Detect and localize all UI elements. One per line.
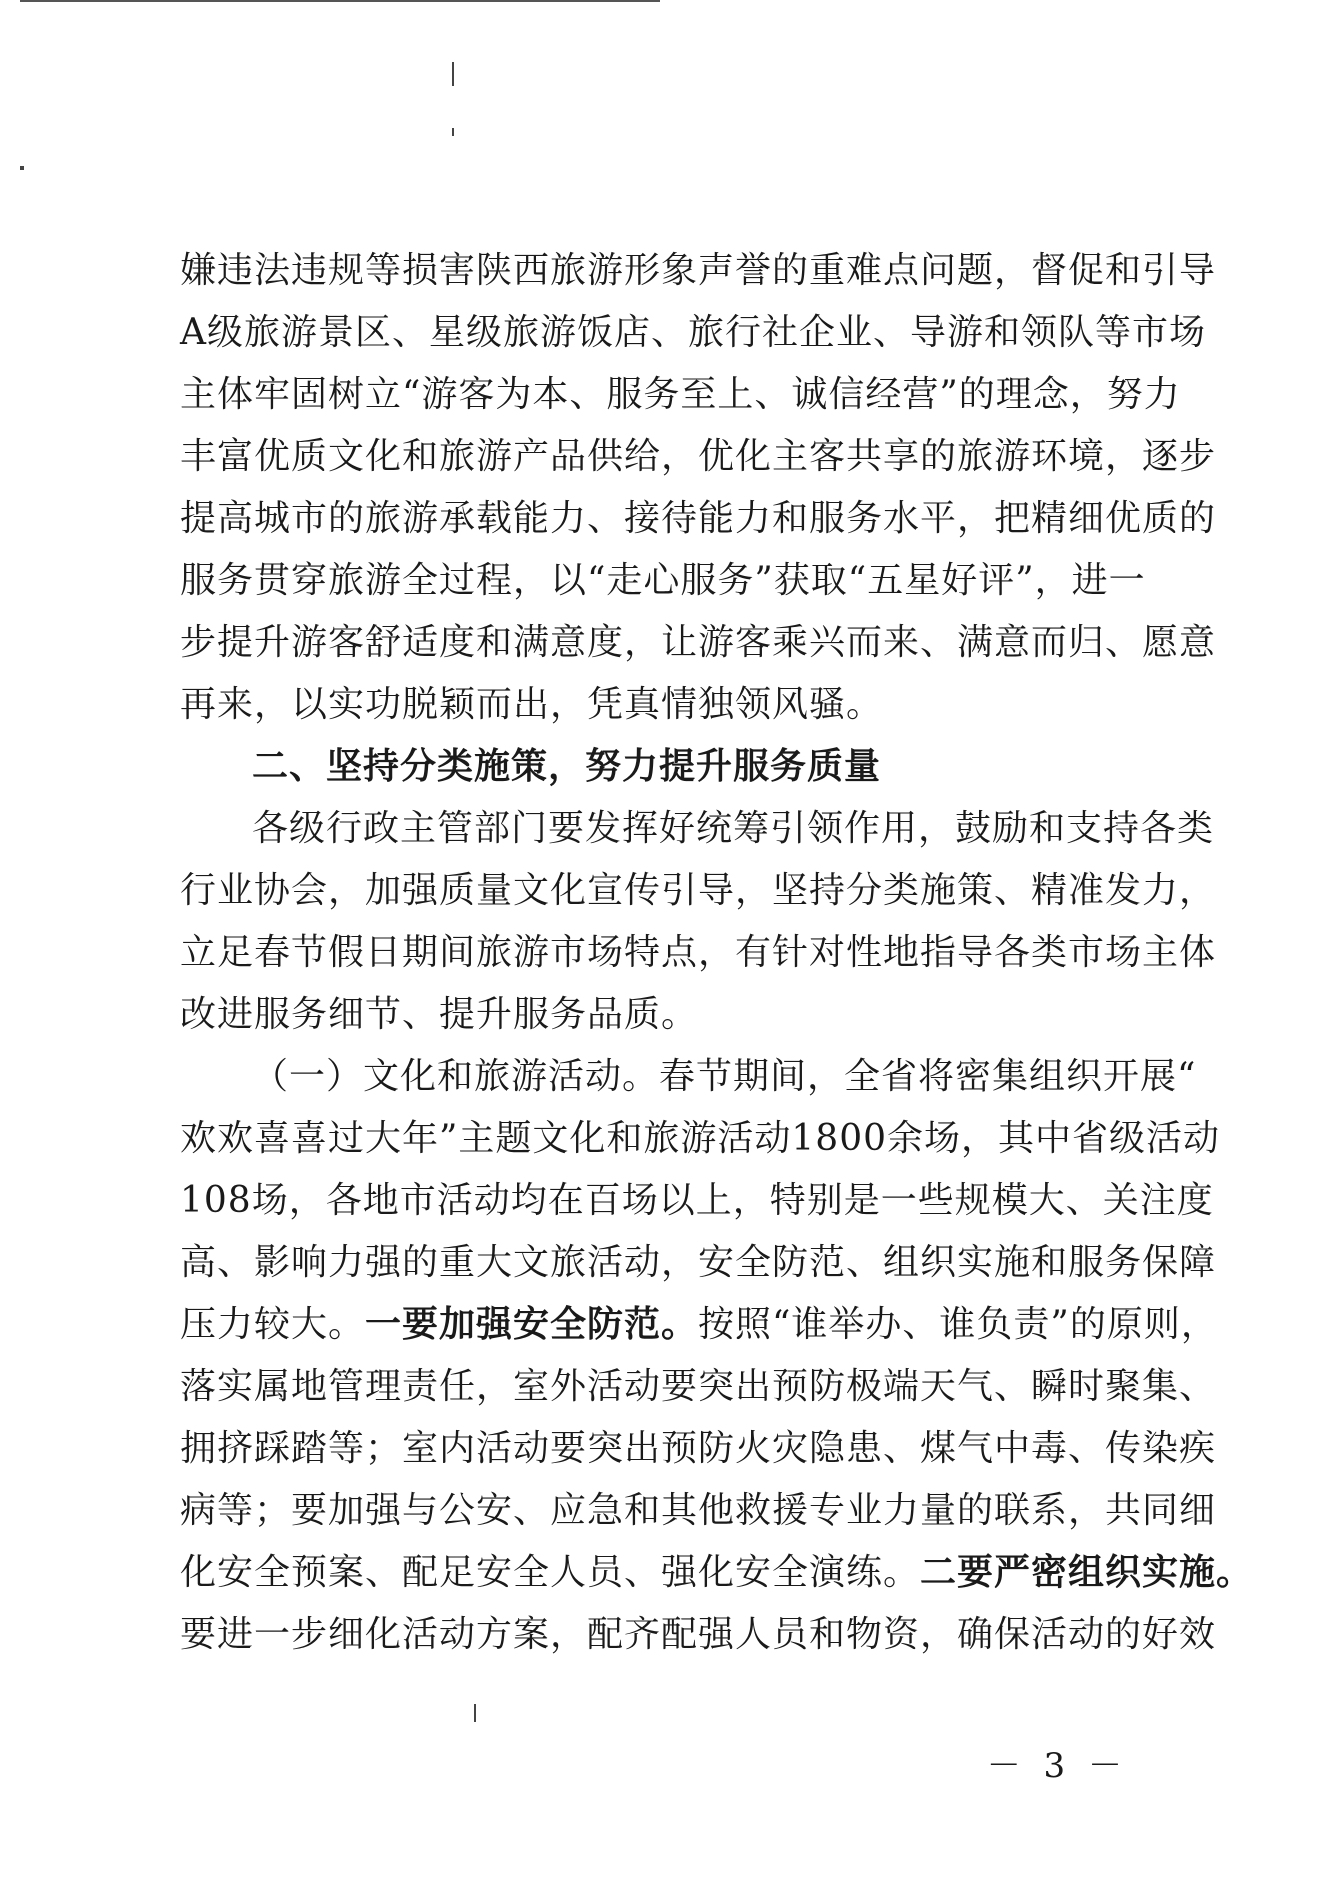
scan-speck	[452, 62, 454, 86]
scan-border-line	[20, 0, 660, 2]
paragraph-line: 拥挤踩踏等；室内活动要突出预防火灾隐患、煤气中毒、传染疾	[180, 1428, 1217, 1469]
scan-speck	[452, 128, 454, 136]
paragraph-line: 欢欢喜喜过大年”主题文化和旅游活动1800余场，其中省级活动	[180, 1118, 1221, 1159]
paragraph-line-mixed	[180, 1542, 1254, 1604]
scan-speck	[20, 166, 24, 170]
paragraph-line: 服务贯穿旅游全过程，以“走心服务”获取“五星好评”，进一	[180, 560, 1146, 601]
page-number: － 3 －	[986, 1746, 1128, 1786]
paragraph-line: 病等；要加强与公安、应急和其他救援专业力量的联系，共同细	[180, 1490, 1217, 1531]
subsection-line: （一）文化和旅游活动。春节期间，全省将密集组织开展“	[252, 1056, 1197, 1097]
document-body	[180, 240, 1254, 1666]
bold-text-run: 二要严密组织实施。	[920, 1552, 1254, 1593]
paragraph-line-mixed	[180, 1294, 1218, 1356]
scan-speck	[474, 1704, 476, 1722]
text-run: 化安全预案、配足安全人员、强化安全演练。	[180, 1552, 921, 1593]
paragraph-line: 改进服务细节、提升服务品质。	[180, 994, 699, 1035]
paragraph-line: 要进一步细化活动方案，配齐配强人员和物资，确保活动的好效	[180, 1614, 1217, 1655]
paragraph-line: A级旅游景区、星级旅游饭店、旅行社企业、导游和领队等市场	[180, 312, 1206, 353]
paragraph-line: 行业协会，加强质量文化宣传引导，坚持分类施策、精准发力，	[180, 870, 1217, 911]
paragraph-line: 108场，各地市活动均在百场以上，特别是一些规模大、关注度	[180, 1180, 1214, 1221]
paragraph-line: 再来，以实功脱颖而出，凭真情独领风骚。	[180, 684, 884, 725]
paragraph-line: 主体牢固树立“游客为本、服务至上、诚信经营”的理念，努力	[180, 374, 1181, 415]
paragraph-line: 立足春节假日期间旅游市场特点，有针对性地指导各类市场主体	[180, 932, 1217, 973]
paragraph-line: 嫌违法违规等损害陕西旅游形象声誉的重难点问题，督促和引导	[180, 250, 1217, 291]
paragraph-line: 丰富优质文化和旅游产品供给，优化主客共享的旅游环境，逐步	[180, 436, 1217, 477]
text-run: 压力较大。	[180, 1304, 366, 1345]
section-heading: 二、坚持分类施策，努力提升服务质量	[252, 746, 882, 787]
text-run: 按照“谁举办、谁负责”的原则，	[698, 1304, 1218, 1345]
paragraph-line: 高、影响力强的重大文旅活动，安全防范、组织实施和服务保障	[180, 1242, 1217, 1283]
bold-text-run: 一要加强安全防范。	[365, 1304, 699, 1345]
paragraph-line: 各级行政主管部门要发挥好统筹引领作用，鼓励和支持各类	[252, 808, 1215, 849]
paragraph-line: 提高城市的旅游承载能力、接待能力和服务水平，把精细优质的	[180, 498, 1217, 539]
paragraph-line: 步提升游客舒适度和满意度，让游客乘兴而来、满意而归、愿意	[180, 622, 1217, 663]
paragraph-line: 落实属地管理责任，室外活动要突出预防极端天气、瞬时聚集、	[180, 1366, 1217, 1407]
